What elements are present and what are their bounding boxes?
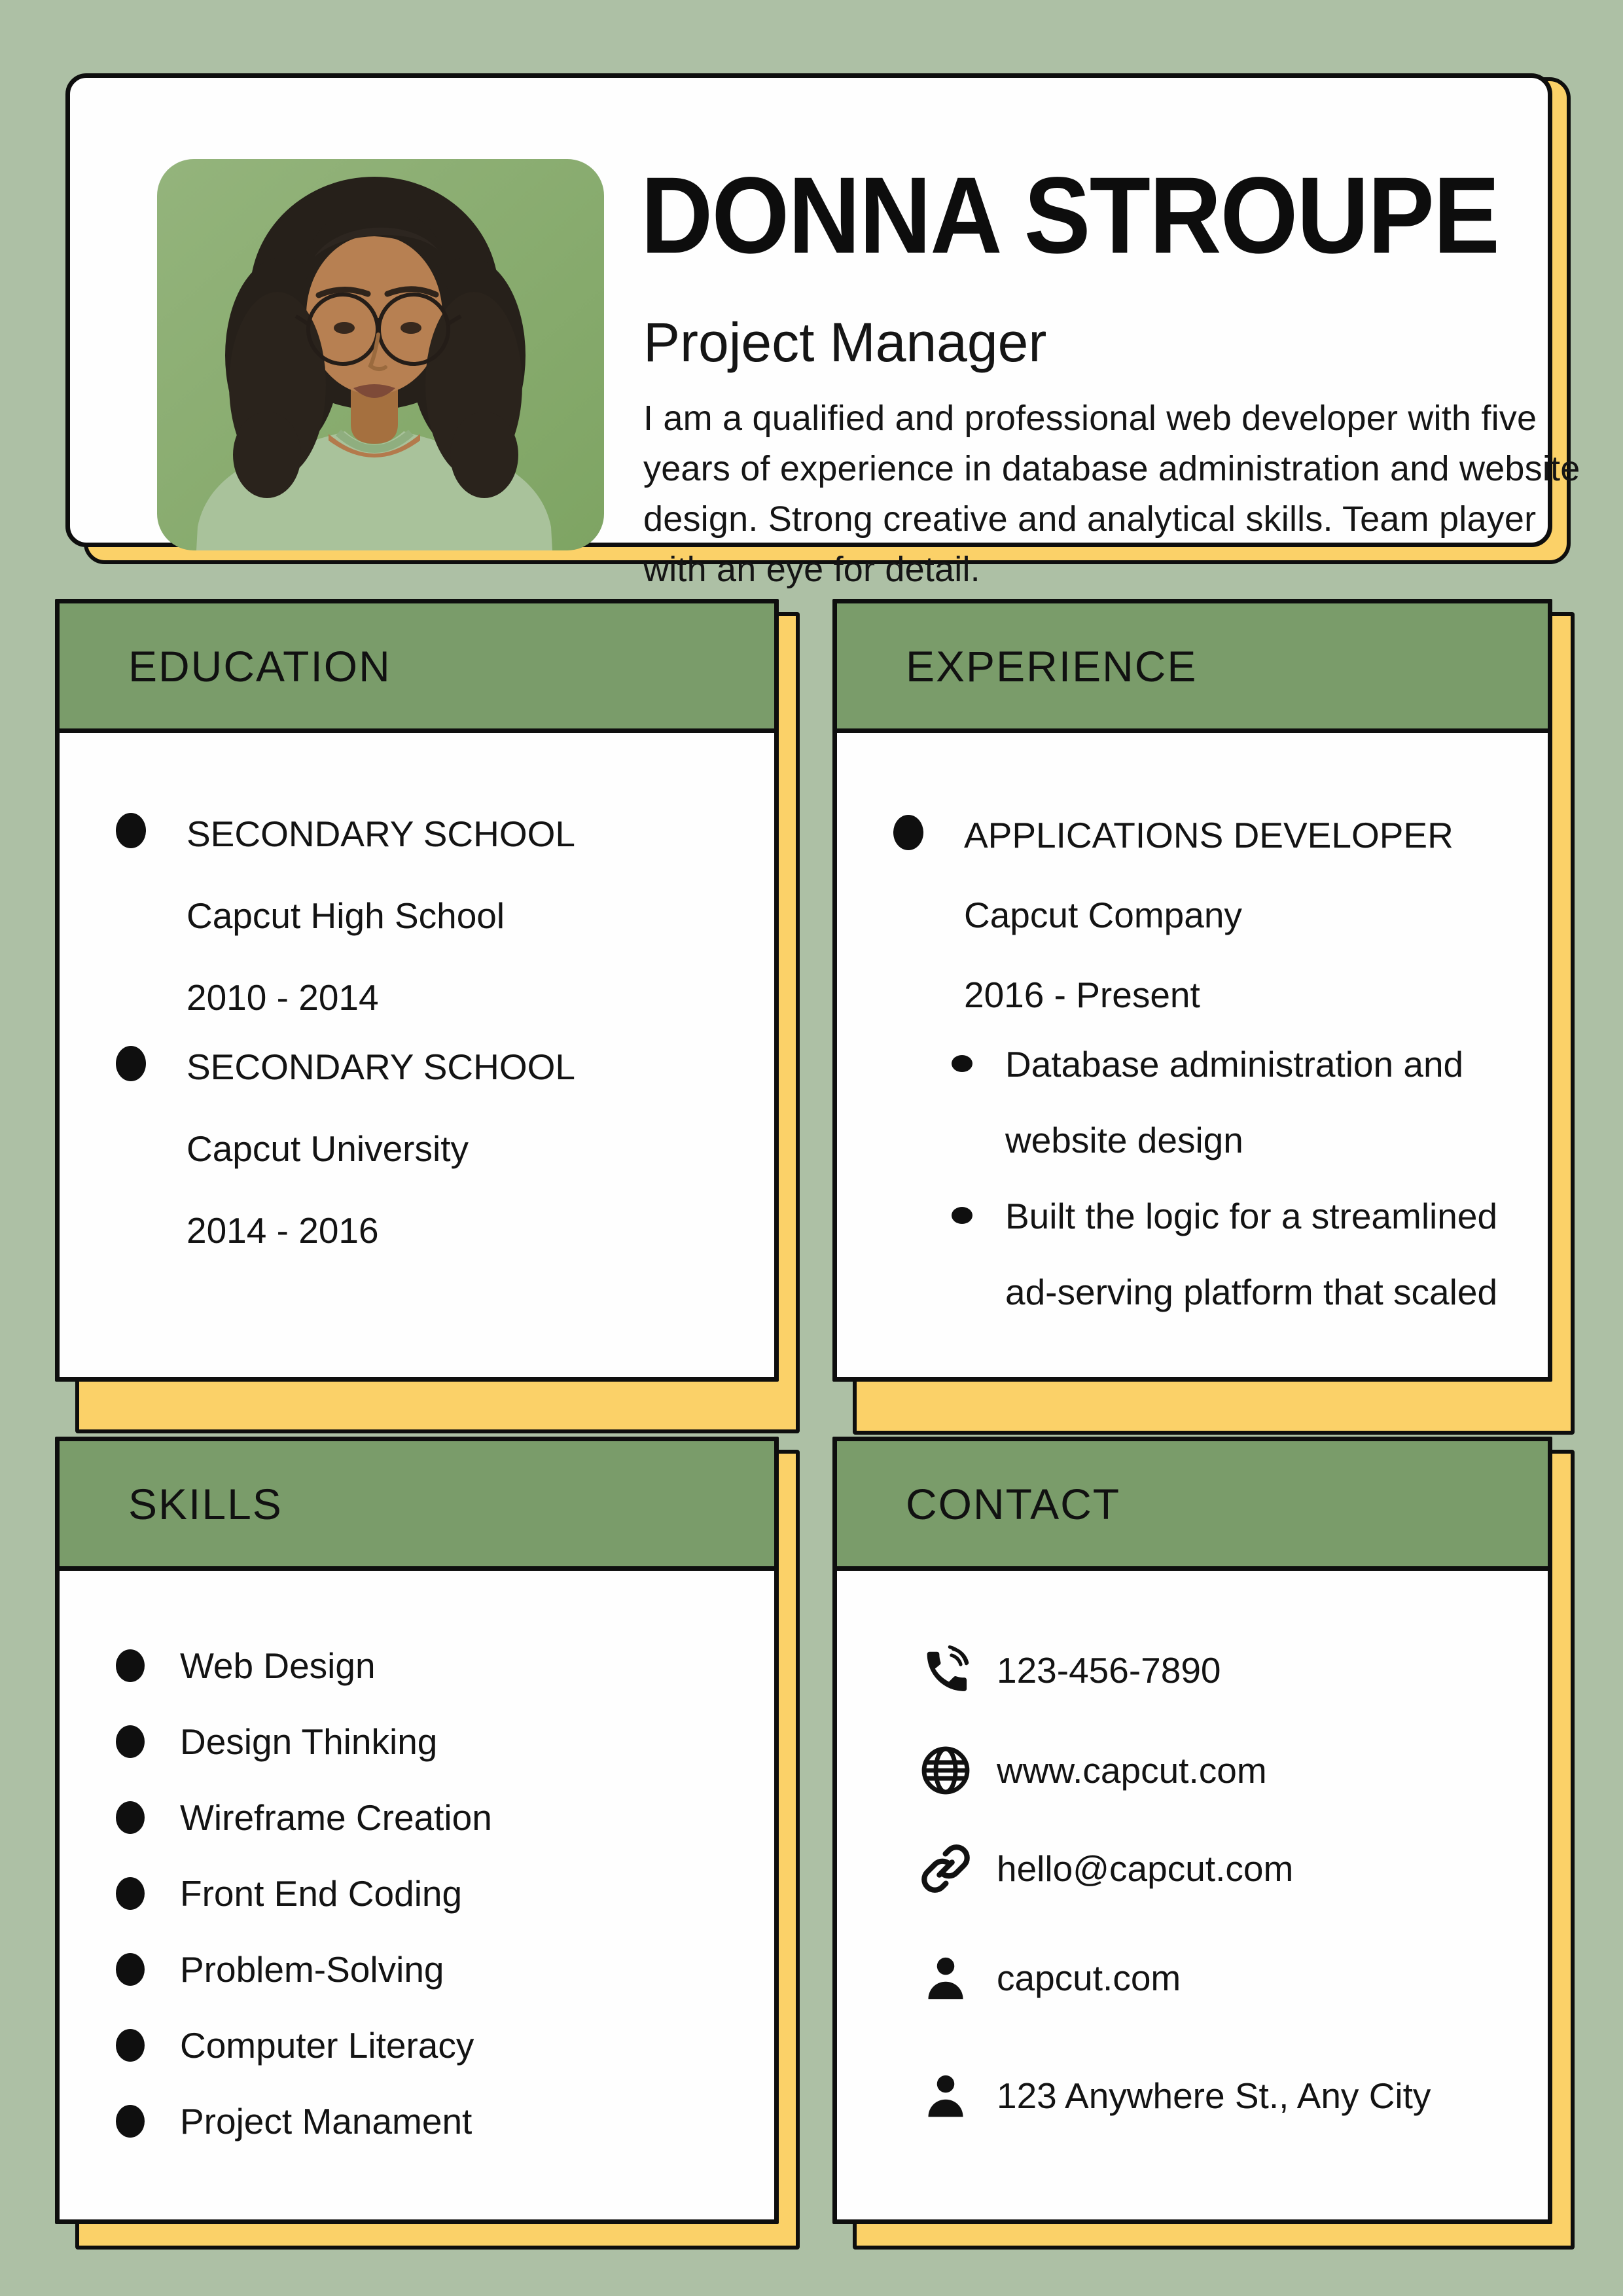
bullet-icon (116, 1046, 146, 1081)
header-card (65, 73, 1580, 589)
globe-icon (916, 1740, 976, 1801)
contact-header (837, 1441, 1548, 1571)
profile-photo (157, 159, 604, 550)
bullet-icon (116, 1953, 145, 1986)
education-school: Capcut University (187, 1128, 469, 1169)
skills-title: SKILLS (128, 1479, 283, 1528)
skill-item: Front End Coding (116, 1856, 492, 1931)
experience-period: 2016 - Present (964, 975, 1200, 1015)
skill-item: Web Design (116, 1628, 492, 1704)
experience-header (837, 603, 1548, 733)
contact-item-address (916, 2063, 1431, 2128)
education-degree: SECONDARY SCHOOL (187, 1047, 575, 1087)
contact-address: 123 Anywhere St., Any City (997, 2075, 1431, 2116)
contact-title: CONTACT (906, 1479, 1121, 1528)
job-title: Project Manager (643, 312, 1047, 373)
bullet-icon (116, 1725, 145, 1758)
education-item (116, 1026, 575, 1272)
contact-profile: capcut.com (997, 1958, 1181, 1998)
contact-item-profile (916, 1945, 1181, 2011)
sub-bullet-icon (952, 1207, 972, 1224)
contact-phone: 123-456-7890 (997, 1650, 1221, 1691)
sub-bullet-icon (952, 1055, 972, 1072)
experience-panel (832, 599, 1552, 1382)
skill-item: Project Manament (116, 2083, 492, 2159)
skill-item: Computer Literacy (116, 2007, 492, 2083)
education-panel (55, 599, 779, 1382)
contact-item-website (916, 1738, 1267, 1803)
contact-website: www.capcut.com (997, 1750, 1267, 1791)
phone-icon (916, 1640, 976, 1700)
person-icon (916, 2066, 976, 2126)
education-title: EDUCATION (128, 641, 391, 691)
experience-company: Capcut Company (964, 895, 1242, 935)
skill-item: Wireframe Creation (116, 1780, 492, 1856)
contact-item-phone (916, 1638, 1221, 1703)
person-icon (916, 1948, 976, 2008)
education-item (116, 793, 575, 1039)
education-years: 2014 - 2016 (187, 1210, 379, 1251)
education-years: 2010 - 2014 (187, 977, 379, 1018)
bullet-icon (116, 2029, 145, 2062)
bullet-icon (893, 815, 923, 850)
bullet-icon (116, 1649, 145, 1682)
bullet-icon (116, 1877, 145, 1910)
bullet-icon (116, 1801, 145, 1834)
education-degree: SECONDARY SCHOOL (187, 814, 575, 854)
profile-summary: I am a qualified and professional web developer with five years of experience in database administration and website design. Strong creative and analytical skills. Team player with an eye for detail. (643, 399, 1580, 589)
experience-bullet: Built the logic for a streamlined ad-serving platform that scaled (952, 1178, 1521, 1330)
education-school: Capcut High School (187, 895, 505, 936)
experience-title: EXPERIENCE (906, 641, 1198, 691)
person-name: DONNA STROUPE (641, 155, 1499, 276)
bullet-icon (116, 813, 146, 848)
skills-panel (55, 1437, 779, 2224)
experience-bullet: Database administration and website design (952, 1026, 1521, 1178)
contact-email: hello@capcut.com (997, 1848, 1294, 1889)
link-icon (916, 1839, 976, 1899)
bullet-icon (116, 2105, 145, 2138)
skill-item: Design Thinking (116, 1704, 492, 1780)
skills-header (60, 1441, 774, 1571)
experience-item (893, 795, 1454, 1035)
woman-portrait-illustration (157, 159, 604, 550)
contact-panel (832, 1437, 1552, 2224)
contact-item-email (916, 1836, 1293, 1901)
skill-item: Problem-Solving (116, 1931, 492, 2007)
education-header (60, 603, 774, 733)
experience-role: APPLICATIONS DEVELOPER (964, 815, 1454, 855)
